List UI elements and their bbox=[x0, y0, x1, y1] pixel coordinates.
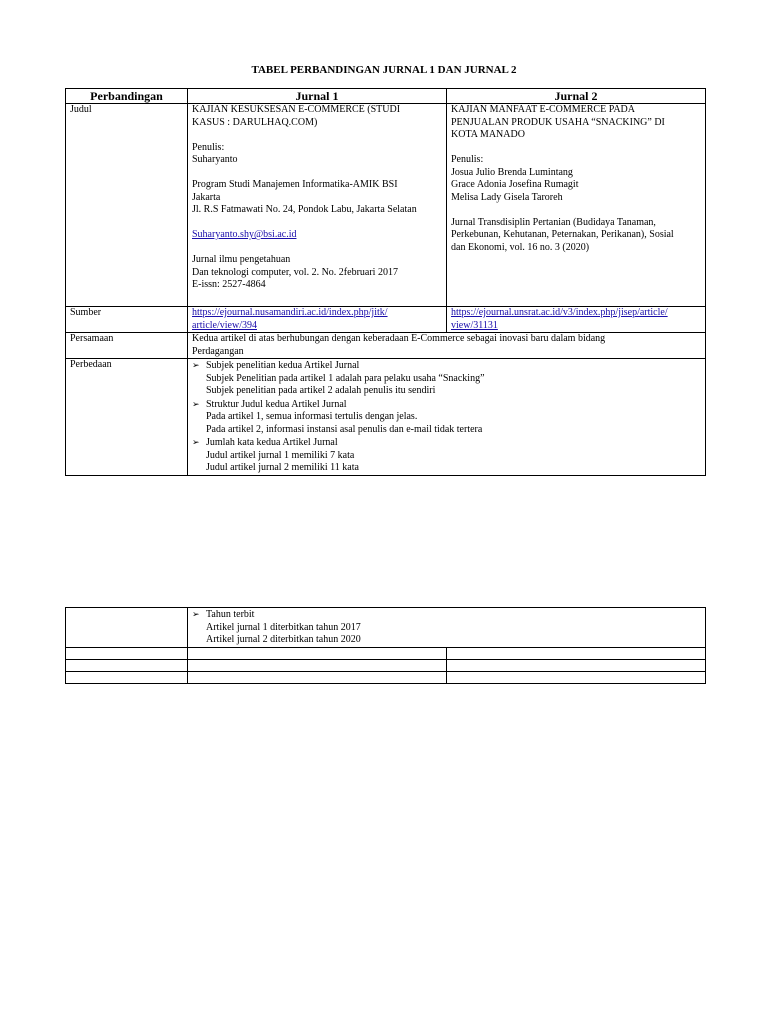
empty-row bbox=[66, 671, 706, 683]
detail-line: Subjek Penelitian pada artikel 1 adalah para pelaku usaha “Snacking” bbox=[206, 372, 485, 384]
j2-journal-line: dan Ekonomi, vol. 16 no. 3 (2020) bbox=[451, 241, 590, 253]
j2-source-link[interactable]: https://ejournal.unsrat.ac.id/v3/index.php/jisep/article/ bbox=[451, 307, 668, 318]
detail-line: Subjek penelitian pada artikel 2 adalah penulis itu sendiri bbox=[206, 385, 436, 396]
arrow-bullet-icon: ➢ bbox=[192, 609, 200, 619]
j1-affiliation-line: Jl. R.S Fatmawati No. 24, Pondok Labu, Jakarta Selatan bbox=[192, 204, 417, 215]
row-sumber bbox=[66, 307, 706, 333]
row-label-judul: Judul bbox=[66, 104, 188, 307]
row-label-sumber: Sumber bbox=[66, 307, 188, 333]
j2-title-line: PENJUALAN PRODUK USAHA “SNACKING” DI bbox=[451, 116, 665, 128]
j1-source-link[interactable]: article/view/394 bbox=[192, 319, 257, 331]
perbedaan-list-continued bbox=[188, 608, 706, 648]
detail-line: Pada artikel 1, semua informasi tertulis dengan jelas. bbox=[206, 411, 418, 422]
row-perbedaan bbox=[66, 359, 706, 476]
perbedaan-list bbox=[188, 359, 706, 476]
row-label-perbedaan: Perbedaan bbox=[66, 359, 188, 476]
j1-journal-line: Jurnal ilmu pengetahuan bbox=[192, 254, 291, 265]
j2-author: Grace Adonia Josefina Rumagit bbox=[451, 179, 579, 190]
list-item: ➢ Subjek penelitian kedua Artikel Jurnal bbox=[192, 360, 360, 371]
j2-title-line: KAJIAN MANFAAT E-COMMERCE PADA bbox=[451, 104, 636, 115]
persamaan-line: Perdagangan bbox=[192, 345, 244, 357]
j2-source-link[interactable]: view/31131 bbox=[451, 319, 498, 331]
persamaan-line: Kedua artikel di atas berhubungan dengan keberadaan E-Commerce sebagai inovasi baru dalam bidang bbox=[192, 333, 606, 344]
j1-email-link[interactable]: Suharyanto.shy@bsi.ac.id bbox=[192, 229, 297, 240]
header-row bbox=[66, 89, 706, 104]
arrow-bullet-icon: ➢ bbox=[192, 437, 200, 447]
empty-row bbox=[66, 659, 706, 671]
arrow-bullet-icon: ➢ bbox=[192, 360, 200, 370]
j2-author: Melisa Lady Gisela Taroreh bbox=[451, 191, 563, 203]
list-item: ➢ Tahun terbit bbox=[192, 609, 255, 620]
header-perbandingan: Perbandingan bbox=[66, 89, 188, 104]
j1-penulis-label: Penulis: bbox=[192, 141, 225, 153]
row-persamaan bbox=[66, 333, 706, 359]
j1-title-line: KAJIAN KESUKSESAN E-COMMERCE (STUDI bbox=[192, 104, 401, 115]
row-perbedaan-continued bbox=[66, 608, 706, 648]
comparison-table-continued bbox=[65, 607, 706, 684]
page-title: TABEL PERBANDINGAN JURNAL 1 DAN JURNAL 2 bbox=[251, 64, 517, 76]
comparison-table bbox=[65, 88, 706, 476]
j2-journal-line: Perkebunan, Kehutanan, Peternakan, Perikanan), Sosial bbox=[451, 229, 674, 240]
j2-author: Josua Julio Brenda Lumintang bbox=[451, 166, 573, 178]
detail-line: Judul artikel jurnal 1 memiliki 7 kata bbox=[206, 449, 355, 461]
detail-line: Artikel jurnal 1 diterbitkan tahun 2017 bbox=[206, 621, 361, 633]
row-judul bbox=[66, 104, 706, 307]
sumber-jurnal-2 bbox=[447, 307, 706, 333]
j1-journal-line: E-issn: 2527-4864 bbox=[192, 279, 266, 290]
j1-author: Suharyanto bbox=[192, 154, 238, 165]
header-jurnal-1: Jurnal 1 bbox=[188, 89, 447, 104]
list-item: ➢ Jumlah kata kedua Artikel Jurnal bbox=[192, 437, 338, 448]
persamaan-text bbox=[188, 333, 706, 359]
arrow-bullet-icon: ➢ bbox=[192, 398, 200, 409]
row-label-persamaan: Persamaan bbox=[66, 333, 188, 359]
j2-title-line: KOTA MANADO bbox=[451, 129, 525, 140]
judul-jurnal-1 bbox=[188, 104, 447, 307]
list-item: ➢ Struktur Judul kedua Artikel Jurnal bbox=[192, 398, 347, 410]
detail-line: Artikel jurnal 2 diterbitkan tahun 2020 bbox=[206, 634, 361, 645]
detail-line: Judul artikel jurnal 2 memiliki 11 kata bbox=[206, 462, 359, 473]
j1-affiliation-line: Program Studi Manajemen Informatika-AMIK BSI bbox=[192, 179, 398, 190]
j1-source-link[interactable]: https://ejournal.nusamandiri.ac.id/index.php/jitk/ bbox=[192, 307, 388, 318]
j1-title-line: KASUS : DARULHAQ.COM) bbox=[192, 116, 318, 128]
sumber-jurnal-1 bbox=[188, 307, 447, 333]
j2-journal-line: Jurnal Transdisiplin Pertanian (Budidaya Tanaman, bbox=[451, 216, 656, 228]
detail-line: Pada artikel 2, informasi instansi asal penulis dan e-mail tidak tertera bbox=[206, 423, 483, 435]
j1-affiliation-line: Jakarta bbox=[192, 191, 221, 203]
j1-journal-line: Dan teknologi computer, vol. 2. No. 2februari 2017 bbox=[192, 266, 398, 278]
judul-jurnal-2 bbox=[447, 104, 706, 307]
header-jurnal-2: Jurnal 2 bbox=[447, 89, 706, 104]
empty-row bbox=[66, 647, 706, 659]
row-label-empty bbox=[66, 608, 188, 648]
j2-penulis-label: Penulis: bbox=[451, 154, 484, 165]
